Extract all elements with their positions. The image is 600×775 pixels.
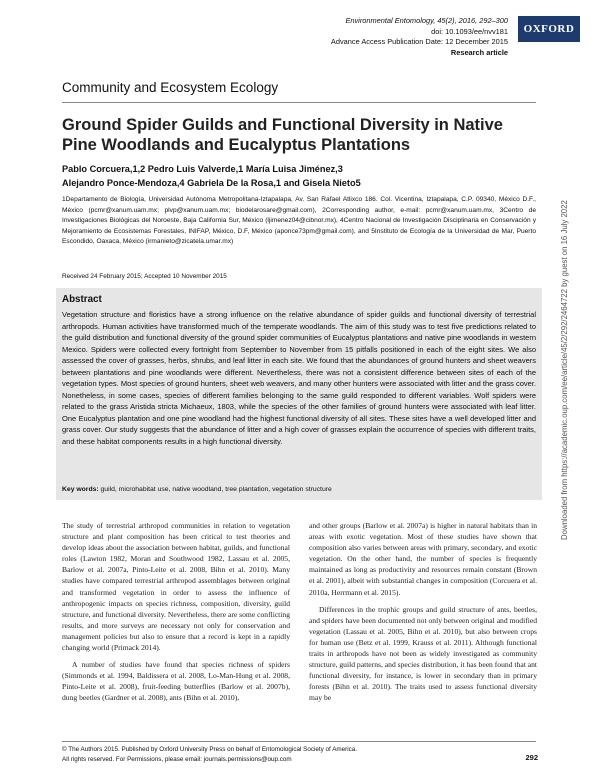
- authors-line-2: Alejandro Ponce-Mendoza,4 Gabriela De la Rosa,1 and Gisela Nieto5: [62, 178, 361, 188]
- keywords: [62, 486, 536, 493]
- abstract-text: Vegetation structure and floristics have a strong influence on the relative abundance of spider guilds and functional diversity of terrestrial arthropods. Human activities have transformed much of the temperate woodlands. The aim of this study was to test five predictions related to the guild distribution and functional diversity of the ground spider communities of Eucalyptus plantations and native pine woodlands in western Mexico. Spiders were collected every fortnight from September to November from 15 pitfalls positioned in each of the eight sites. We also assessed the cover of grasses, herbs, shrubs, and leaf litter in each site. We found that the abundances of ground hunters and sheet weavers between plantations and pine woodlands were different. Nevertheless, there was not a consistent difference between sites of each of the vegetation types. Most species of ground hunters, sheet web weavers, and many other hunters were associated with litter and the grass cover. Nonetheless, in some cases, species of different families belonging to the same guild responded to different variables. Wolf spiders were related to the grass Aristida stricta Michaeux, 1803, while the species of the other families of ground hunters were associated with leaf litter. One Eucalyptus plantation and one pine woodland had the highest functional diversity of all sites. These sites have a well developed litter and grass cover. Our study suggests that the abundance of litter and a high cover of grasses explain the occurrence of species with different traits, and these habitat components results in a high functional diversity.: [62, 310, 536, 446]
- permissions-line: All rights reserved. For Permissions, please email: journals.permissions@oup.com: [62, 756, 292, 763]
- authors-line-1: Pablo Corcuera,1,2 Pedro Luis Valverde,1 María Luisa Jiménez,3: [62, 164, 343, 174]
- doi[interactable]: doi: 10.1093/ee/nvv181: [431, 26, 508, 36]
- journal-header: [331, 16, 508, 58]
- authors: [62, 162, 532, 190]
- body-column-left: [62, 520, 290, 704]
- copyright-footer: [62, 745, 502, 765]
- keywords-list: guild, microhabitat use, native woodland, tree plantation, vegetation structure: [100, 486, 332, 493]
- section-rule: [62, 102, 536, 103]
- body-paragraph: The study of terrestrial arthropod communities in relation to vegetation structure and plant composition has been critical to test theories and develop ideas about the association between habitat, guilds, and functional roles (Lawton 1982, Moran and Southwood 1982, Lassau et al. 2005, Barlow et al. 2007a, Pinto-Leite et al. 2008, Bihn et al. 2010). Many studies have compared terrestrial arthropod assemblages between original and transformed vegetation in order to assess the influence of anthropogenic impacts on species richness, composition, diversity, guild structure, and functional diversity. Nevertheless, there are some conflicting results, and more surveys are necessary not only for conservation and management policies but also to ensure that a record is kept in a rapidly changing world (Primack 2014).: [62, 521, 290, 653]
- body-paragraph: A number of studies have found that species richness of spiders (Simmonds et al. 1994, Baldissera et al. 2008, Lo-Man-Hung et al. 2008, Pinto-Leite et al. 2008), fruit-feeding butterflies (Barlow et al. 2007b), dung beetles (Gardner et al. 2008), ants (Bihn et al. 2010),: [62, 660, 290, 703]
- footer-rule: [62, 741, 536, 742]
- page-number: 292: [525, 753, 538, 762]
- copyright-line: © The Authors 2015. Published by Oxford University Press on behalf of Entomological Society of America.: [62, 746, 358, 753]
- advance-access-date: Advance Access Publication Date: 12 December 2015: [330, 37, 508, 46]
- section-title: Community and Ecosystem Ecology: [62, 80, 279, 95]
- received-dates: Received 24 February 2015; Accepted 10 November 2015: [62, 273, 227, 280]
- body-column-right: [309, 520, 537, 704]
- body-paragraph: Differences in the trophic groups and guild structure of ants, beetles, and spiders have been documented not only between original and modified vegetation (Lassau et al. 2005, Bihn et al. 2010), but also between crops for human use (Betz et al. 1999, Krauss et al. 2011). Although functional traits in arthropods have not been as widely investigated as community structure, guild patterns, and species distribution, it has been found that ant functional diversity, for instance, is lower in secondary than in primary forests (Bihn et al. 2010). The traits used to assess functional diversity may be: [309, 604, 537, 703]
- abstract-heading: Abstract: [62, 294, 102, 305]
- download-watermark: Downloaded from https://academic.oup.com/ee/article/45/2/292/2464722 by guest on 16 July 2022: [560, 200, 569, 540]
- oxford-logo: OXFORD: [518, 16, 580, 42]
- keywords-label: Key words:: [62, 486, 99, 493]
- body-paragraph: and other groups (Barlow et al. 2007a) is higher in natural habitats than in areas with exotic vegetation. Most of these studies have shown that composition also varies between areas with primary, secondary, and exotic vegetation. On the other hand, the number of species is frequently maintained as long as productivity and resources remain constant (Brown et al. 2001), albeit with substantial changes in composition (Corcuera et al. 2010a, Herrmann et al. 2015).: [309, 521, 537, 597]
- journal-citation: Environmental Entomology, 45(2), 2016, 292–300: [345, 16, 508, 25]
- article-title: Ground Spider Guilds and Functional Diversity in Native Pine Woodlands and Eucalyptus Plantations: [62, 116, 503, 154]
- affiliations: 1Departamento de Biología, Universidad Autónoma Metropolitana-Iztapalapa, Av. San Rafael Atlixco 186. Col. Vicentina, Iztapalapa, C.P. 09340, México D.F., México (pcmr@xanum.uam.mx; plvp@xanum.uam.mx; biodelarosare@gmail.com), 2Corresponding author, e-mail: pcmr@xanum.uam.mx, 3Centro de Investigaciones Biológicas del Noroeste, Baja California Sur, México (ljimenez04@cibnor.mx), 4Centro Nacional de Investigación Disciplinaria en Conservación y Mejoramiento de Ecosistemas Forestales, INIFAP, México, D.F, México (aponce73pm@gmail.com), and 5Instituto de Ecología de la Universidad de Mar, Puerto Escondido, Oaxaca, México (irmanieto@zicatela.umar.mx): [62, 196, 536, 245]
- article-type: Research article: [450, 47, 508, 57]
